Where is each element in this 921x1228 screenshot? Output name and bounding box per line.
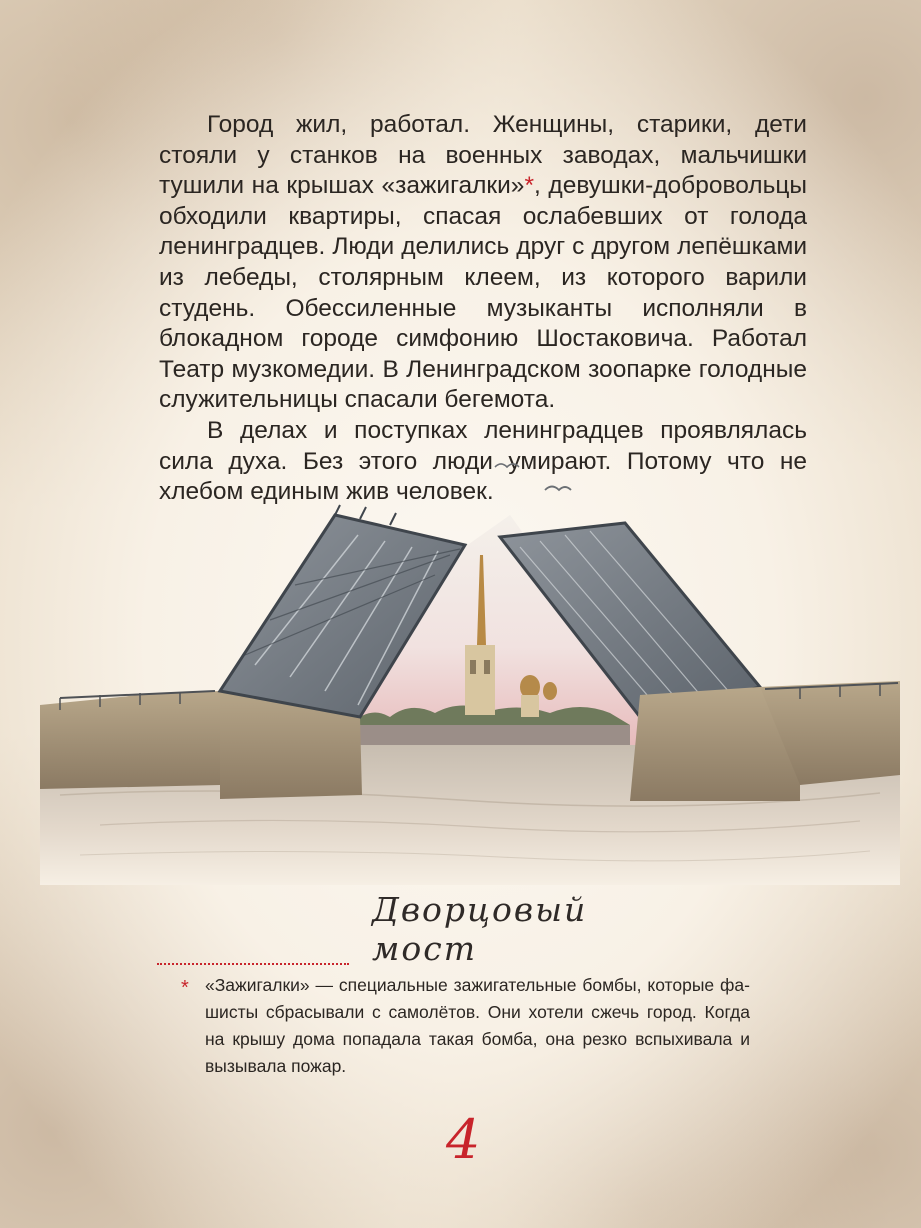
left-embankment (40, 691, 220, 789)
paragraph-1-text-end: , девушки-добровольцы обходили квартиры, спасая ослабевших от голода ленинградцев. Люди делились друг с другом лепёшками из лебеды, столярным клеем, из которого варили студень. Обессиленные музыканты исполняли в блокадном городе симфонию Шостаковича. Работал Театр музкомедии. В Ленинградском зоопарке голодные служительницы спасали бегемота. (159, 172, 807, 414)
body-text (159, 110, 807, 508)
footnote-text: «Зажигалки» — специальные зажигательные бомбы, которые фашисты сбрасывали с самолётов. Они хотели сжечь город. Когда на крышу дома попадала такая бомба, она резко вспыхивала и вызывала пожар. (205, 975, 750, 1076)
footnote-mark: * (181, 977, 189, 999)
cathedral-tower (465, 645, 495, 715)
paragraph-1-text-start: Город жил, работал. Женщины, старики, дети стояли у станков на военных заводах, мальчишки тушили на крышах «зажигалки» (159, 111, 807, 200)
footnote-reference-mark: * (524, 172, 534, 200)
seagull (545, 487, 571, 491)
palace-bridge-illustration (40, 455, 900, 895)
illustration-caption: Дворцовый мост (372, 890, 588, 968)
footnote-separator (157, 963, 349, 965)
paragraph-1 (159, 110, 807, 416)
page-number: 4 (446, 1108, 481, 1171)
seagull (495, 464, 519, 467)
fortress-wall (360, 725, 630, 747)
paragraph-2: В делах и поступках ленинградцев проявлялась сила духа. Без этого люди умирают. Потому что не хлебом единым жив человек. (159, 416, 807, 506)
